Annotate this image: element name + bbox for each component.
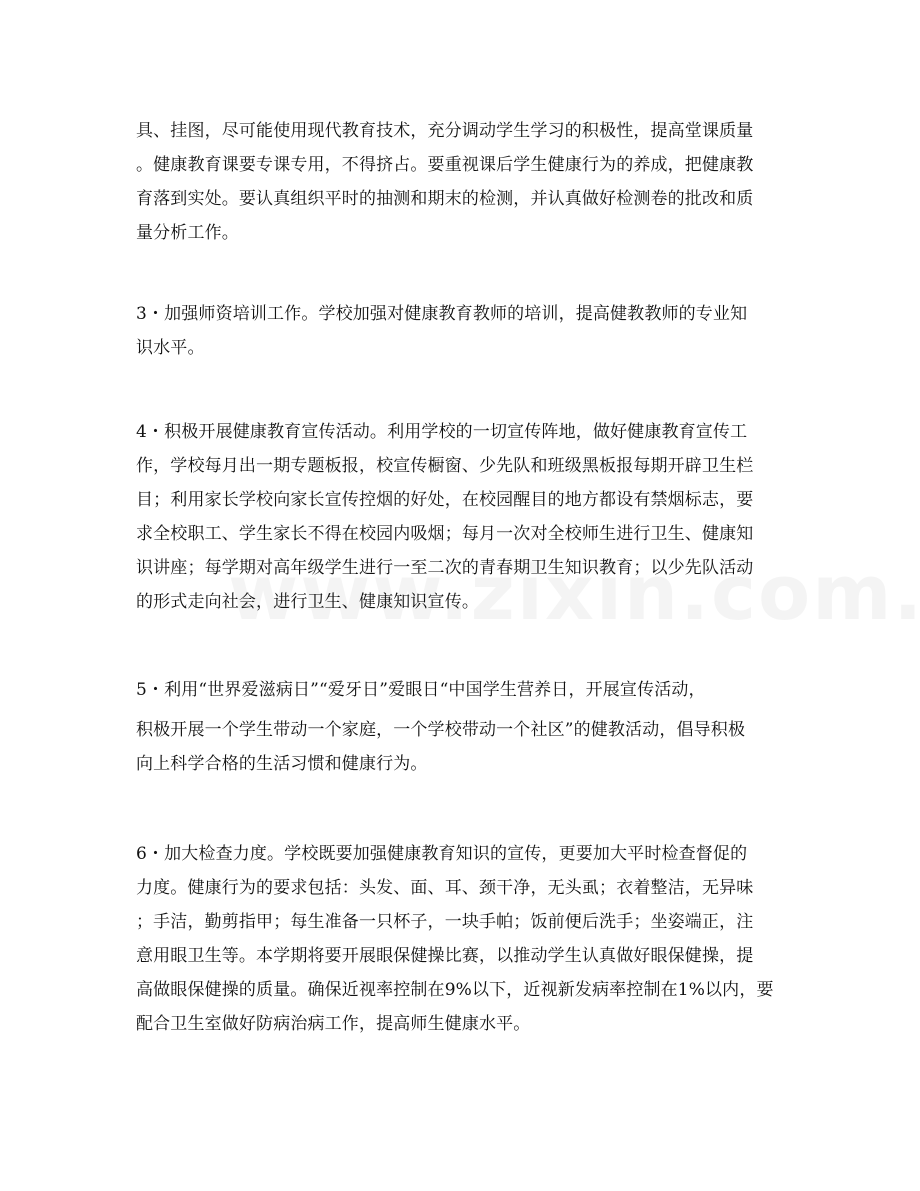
text-line: 6・加大检查力度。学校既要加强健康教育知识的宣传，更要加大平时检查督促的 (136, 844, 748, 864)
text-line: 作，学校每月出一期专题板报，校宣传橱窗、少先队和班级黑板报每期开辟卫生栏 (136, 456, 754, 476)
text-line: 具、挂图，尽可能使用现代教育技术，充分调动学生学习的积极性，提高堂课质量 (136, 121, 754, 141)
text-line: 意用眼卫生等。本学期将要开展眼保健操比赛，以推动学生认真做好眼保健操，提 (136, 946, 754, 966)
text-line: 的形式走向社会，进行卫生、健康知识宣传。 (136, 592, 479, 612)
text-line: 配合卫生室做好防病治病工作，提高师生健康水平。 (136, 1014, 531, 1034)
text-line: 向上科学合格的生活习惯和健康行为。 (136, 754, 428, 774)
paragraph-item-4 (136, 415, 796, 619)
paragraph-item-6 (136, 837, 796, 1041)
text-line: 育落到实处。要认真组织平时的抽测和期末的检测，并认真做好检测卷的批改和质 (136, 189, 754, 209)
paragraph-item-3 (136, 297, 796, 365)
text-line: 力度。健康行为的要求包括：头发、面、耳、颈干净，无头虱；衣着整洁，无异味 (136, 878, 754, 898)
text-line: 高做眼保健操的质量。确保近视率控制在9%以下，近视新发病率控制在1%以内，要 (136, 980, 774, 1000)
text-line: 量分析工作。 (136, 223, 239, 243)
text-line: 识讲座；每学期对高年级学生进行一至二次的青春期卫生知识教育；以少先队活动 (136, 558, 754, 578)
text-line: 4・积极开展健康教育宣传活动。利用学校的一切宣传阵地，做好健康教育宣传工 (136, 422, 748, 442)
text-line: 目；利用家长学校向家长宣传控烟的好处，在校园醒目的地方都设有禁烟标志，要 (136, 490, 754, 510)
text-line: 5・利用“世界爱滋病日”“爱牙日”爱眼日“中国学生营养日，开展宣传活动， (136, 680, 706, 700)
text-line: 积极开展一个学生带动一个家庭，一个学校带动一个社区”的健教活动，倡导积极 (136, 720, 746, 740)
text-line: ；手洁，勤剪指甲；每生准备一只杯子，一块手帕；饭前便后洗手；坐姿端正，注 (136, 912, 754, 932)
paragraph-intro (136, 114, 796, 250)
text-line: 3・加强师资培训工作。学校加强对健康教育教师的培训，提高健教教师的专业知 (136, 304, 748, 324)
paragraph-item-5 (136, 673, 796, 781)
text-line: 。健康教育课要专课专用，不得挤占。要重视课后学生健康行为的养成，把健康教 (136, 155, 754, 175)
text-line: 求全校职工、学生家长不得在校园内吸烟；每月一次对全校师生进行卫生、健康知 (136, 524, 754, 544)
text-line: 识水平。 (136, 338, 205, 358)
